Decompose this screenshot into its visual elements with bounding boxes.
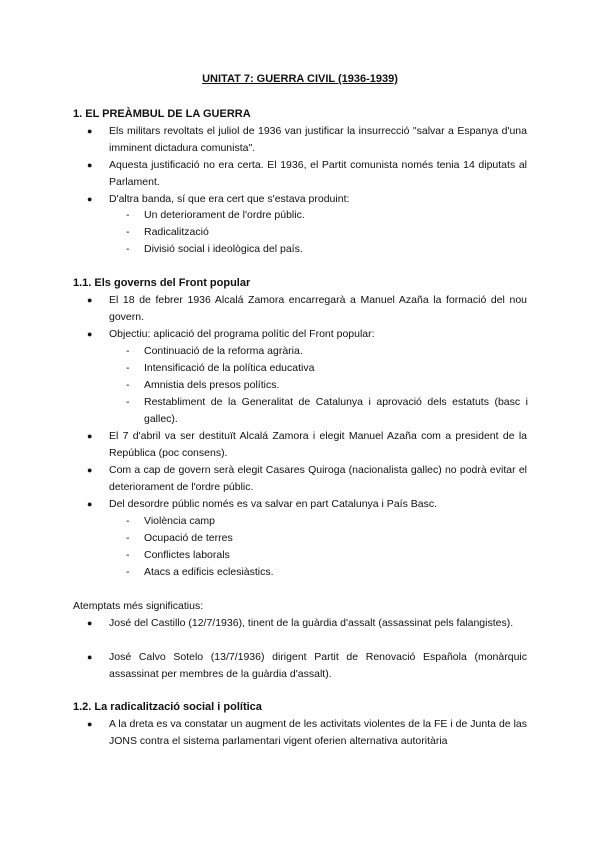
dash-icon: -: [126, 362, 130, 374]
sub-list-item-text: Continuació de la reforma agrària.: [144, 345, 303, 357]
list-item-text: Aquesta justificació no era certa. El 1936, el Partit comunista només tenia 14 diputats al Parlament.: [109, 159, 527, 188]
list-item: [87, 326, 527, 343]
sub-list-item: [126, 394, 528, 428]
sub-list-item: [126, 513, 528, 530]
sub-list-item-text: Ocupació de terres: [144, 532, 233, 544]
list-item-text: Els militars revoltats el juliol de 1936 van justificar la insurrecció "salvar a Espanya d'una imminent dictadura comunista".: [109, 125, 527, 154]
sub-list-item-text: Intensificació de la política educativa: [144, 362, 315, 374]
dash-icon: -: [126, 345, 130, 357]
sub-list-item: [126, 224, 528, 241]
dash-icon: -: [126, 549, 130, 561]
list-item: [87, 462, 527, 496]
list-item: [87, 716, 527, 750]
section-heading-1-1: 1.1. Els governs del Front popular: [73, 277, 251, 289]
sub-list-item-text: Atacs a edificis eclesiàstics.: [144, 566, 274, 578]
bullet-icon: ●: [87, 618, 93, 628]
list-item: [87, 157, 527, 191]
list-item-text: A la dreta es va constatar un augment de les activitats violentes de la FE i de Junta de las JONS contra el sistema parlamentari vigent oferien alternativa autoritària: [109, 718, 527, 747]
dash-icon: -: [126, 209, 130, 221]
page-title: UNITAT 7: GUERRA CIVIL (1936-1939): [202, 73, 398, 85]
section-heading-1-2: 1.2. La radicalització social i política: [73, 701, 262, 713]
bullet-icon: ●: [87, 719, 93, 729]
list-item: [87, 123, 527, 157]
sub-list-item: [126, 377, 528, 394]
list-item: [87, 496, 527, 513]
bullet-icon: ●: [87, 160, 93, 170]
list-item-text: Objectiu: aplicació del programa polític del Front popular:: [109, 328, 375, 340]
bullet-icon: ●: [87, 499, 93, 509]
list-item: [87, 649, 527, 683]
sub-list-item: [126, 360, 528, 377]
sub-list-item-text: Restabliment de la Generalitat de Catalunya i aprovació dels estatuts (basc i gallec).: [144, 396, 528, 425]
list-item-text: José del Castillo (12/7/1936), tinent de la guàrdia d'assalt (assassinat pels falangistes).: [109, 617, 514, 629]
dash-icon: -: [126, 566, 130, 578]
list-item-text: José Calvo Sotelo (13/7/1936) dirigent Partit de Renovació Española (monàrquic assassinat per membres de la guàrdia d'assalt).: [109, 651, 527, 680]
sub-list-item: [126, 530, 528, 547]
dash-icon: -: [126, 243, 130, 255]
sub-list-item-text: Divisió social i ideològica del país.: [144, 243, 303, 255]
sub-list-item: [126, 343, 528, 360]
list-item: [87, 292, 527, 326]
bullet-icon: ●: [87, 329, 93, 339]
bullet-icon: ●: [87, 295, 93, 305]
list-item: [87, 428, 527, 462]
sub-list-item-text: Conflictes laborals: [144, 549, 230, 561]
sub-list-item-text: Violència camp: [144, 515, 216, 527]
list-item-text: Del desordre públic només es va salvar en part Catalunya i País Basc.: [109, 498, 437, 510]
sub-list-item: [126, 207, 528, 224]
section-heading-1: 1. EL PREÀMBUL DE LA GUERRA: [73, 108, 251, 120]
list-item-text: D'altra banda, sí que era cert que s'estava produint:: [109, 193, 350, 205]
dash-icon: -: [126, 515, 130, 527]
bullet-icon: ●: [87, 431, 93, 441]
list-item-text: El 7 d'abril va ser destituït Alcalá Zamora i elegit Manuel Azaña com a president de la República (poc consens).: [109, 430, 527, 459]
sub-list-item-text: Radicalització: [144, 226, 209, 238]
list-item-text: El 18 de febrer 1936 Alcalá Zamora encarregarà a Manuel Azaña la formació del nou govern.: [109, 294, 527, 323]
list-item: [87, 615, 527, 632]
sub-list-item-text: Un deteriorament de l'ordre públic.: [144, 209, 305, 221]
bullet-icon: ●: [87, 126, 93, 136]
dash-icon: -: [126, 226, 130, 238]
list-item-text: Com a cap de govern serà elegit Casares Quiroga (nacionalista gallec) no podrà evitar el deteriorament de l'ordre públic.: [109, 464, 527, 493]
sub-list-item: [126, 241, 528, 258]
sub-list-item: [126, 564, 528, 581]
atemptats-intro: Atemptats més significatius:: [73, 600, 204, 612]
bullet-icon: ●: [87, 194, 93, 204]
dash-icon: -: [126, 379, 130, 391]
sub-list-item: [126, 547, 528, 564]
dash-icon: -: [126, 532, 130, 544]
dash-icon: -: [126, 396, 130, 408]
bullet-icon: ●: [87, 652, 93, 662]
bullet-icon: ●: [87, 465, 93, 475]
list-item: [87, 191, 527, 208]
sub-list-item-text: Amnistia dels presos polítics.: [144, 379, 280, 391]
